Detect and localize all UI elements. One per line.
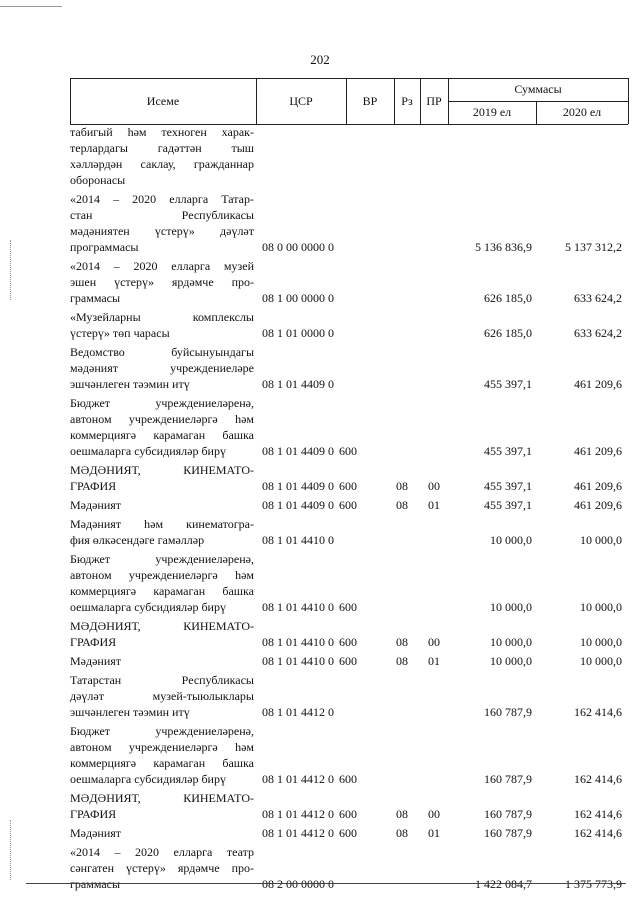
row-csr: 08 1 01 4410 0 <box>262 533 334 547</box>
row-name-line: дәүләт музей-тыюлыклары <box>70 689 254 703</box>
table-row <box>70 497 628 513</box>
row-name-line: мәдәният учреждениеләре <box>70 361 254 375</box>
table-row <box>70 344 628 392</box>
row-csr: 08 1 01 4412 0 <box>262 826 334 840</box>
row-sum-2019: 160 787,9 <box>484 705 532 719</box>
row-sum-2019: 455 397,1 <box>484 498 532 512</box>
row-name-line: оборонасы <box>70 173 126 187</box>
row-name <box>70 723 254 787</box>
row-name-line: «Музейларны комплекслы <box>70 310 254 324</box>
page-number: 202 <box>310 52 330 67</box>
row-sum-2020: 10 000,0 <box>580 635 622 649</box>
row-name-line: коммерциягә карамаган башка <box>70 428 254 442</box>
row-name-line: стан Республикасы <box>70 208 254 222</box>
row-csr: 08 2 00 0000 0 <box>262 877 334 891</box>
row-sum-2020: 10 000,0 <box>580 654 622 668</box>
row-name-line: оешмаларга субсидияләр бирү <box>70 600 226 614</box>
row-pr: 00 <box>428 807 440 821</box>
table-row <box>70 462 628 494</box>
row-name-line: ГРАФИЯ <box>70 635 117 649</box>
table-row <box>70 395 628 459</box>
row-name-line: оешмаларга субсидияләр бирү <box>70 444 226 458</box>
row-rz: 08 <box>396 479 408 493</box>
row-sum-2020: 162 414,6 <box>574 807 622 821</box>
row-pr: 00 <box>428 635 440 649</box>
row-name-line: автоном учреждениеләргә һәм <box>70 412 254 426</box>
row-name-line: граммасы <box>70 877 121 891</box>
row-sum-2019: 455 397,1 <box>484 377 532 391</box>
table-row <box>70 258 628 306</box>
row-vr: 600 <box>339 772 357 786</box>
row-sum-2020: 162 414,6 <box>574 772 622 786</box>
row-sum-2020: 461 209,6 <box>574 377 622 391</box>
row-name-line: табигый һәм техноген харак- <box>70 125 254 139</box>
row-sum-2020: 1 375 773,9 <box>565 877 622 891</box>
table-body <box>70 124 628 895</box>
row-name <box>70 309 254 341</box>
row-name-line: Бюджет учреждениеләренә, <box>70 396 254 410</box>
row-sum-2019: 10 000,0 <box>490 654 532 668</box>
row-name <box>70 344 254 392</box>
row-csr: 08 1 01 4410 0 <box>262 600 334 614</box>
row-vr: 600 <box>339 600 357 614</box>
row-csr: 08 1 01 0000 0 <box>262 326 334 340</box>
row-sum-2019: 10 000,0 <box>490 600 532 614</box>
header-2020: 2020 ел <box>562 105 602 119</box>
row-name-line: Бюджет учреждениеләренә, <box>70 724 254 738</box>
table-row <box>70 723 628 787</box>
row-sum-2019: 160 787,9 <box>484 826 532 840</box>
row-vr: 600 <box>339 479 357 493</box>
bottom-rule <box>26 883 626 884</box>
row-csr: 08 1 01 4410 0 <box>262 654 334 668</box>
row-sum-2019: 455 397,1 <box>484 444 532 458</box>
header-sums: Суммасы <box>514 82 562 96</box>
table-row <box>70 309 628 341</box>
top-rule <box>0 6 62 7</box>
row-vr: 600 <box>339 826 357 840</box>
row-vr: 600 <box>339 444 357 458</box>
row-name-line: хәлләрдән саклау, гражданнар <box>70 157 254 171</box>
row-name-line: Мәдәният <box>70 498 122 512</box>
row-sum-2020: 162 414,6 <box>574 826 622 840</box>
table-row <box>70 790 628 822</box>
row-rz: 08 <box>396 826 408 840</box>
row-sum-2019: 10 000,0 <box>490 635 532 649</box>
header-pr: ПР <box>426 93 442 108</box>
row-sum-2020: 461 209,6 <box>574 479 622 493</box>
table-row <box>70 124 628 188</box>
row-pr: 00 <box>428 479 440 493</box>
row-csr: 08 1 00 0000 0 <box>262 291 334 305</box>
row-name-line: Ведомство буйсынуындагы <box>70 345 254 359</box>
table-row <box>70 844 628 892</box>
row-name <box>70 618 254 650</box>
row-name-line: Мәдәният <box>70 654 122 668</box>
row-pr: 01 <box>428 654 440 668</box>
table-row <box>70 191 628 255</box>
row-name <box>70 462 254 494</box>
row-name <box>70 191 254 255</box>
header-rz: Рз <box>401 93 413 108</box>
table-row <box>70 618 628 650</box>
row-csr: 08 1 01 4409 0 <box>262 444 334 458</box>
row-pr: 01 <box>428 498 440 512</box>
row-csr: 08 1 01 4410 0 <box>262 635 334 649</box>
row-sum-2020: 633 624,2 <box>574 326 622 340</box>
row-name-line: үстерү» төп чарасы <box>70 326 170 340</box>
row-name-line: Мәдәният һәм кинематогра- <box>70 517 254 531</box>
table-row <box>70 516 628 548</box>
row-vr: 600 <box>339 807 357 821</box>
row-name <box>70 653 254 669</box>
row-name-line: МӘДӘНИЯТ, КИНЕМАТО- <box>70 791 254 805</box>
row-name-line: терлардагы гадәттән тыш <box>70 141 254 155</box>
row-name-line: граммасы <box>70 291 121 305</box>
row-sum-2019: 160 787,9 <box>484 807 532 821</box>
binding-mark <box>10 240 11 300</box>
row-name-line: эшчәнлеген тәэмин итү <box>70 705 190 719</box>
row-name-line: коммерциягә карамаган башка <box>70 584 254 598</box>
table-row <box>70 653 628 669</box>
row-name-line: фия өлкәсендәге гамәлләр <box>70 533 205 547</box>
row-pr: 01 <box>428 826 440 840</box>
row-csr: 08 1 01 4412 0 <box>262 705 334 719</box>
row-name-line: коммерциягә карамаган башка <box>70 756 254 770</box>
row-name-line: «2014 – 2020 елларга музей <box>70 259 254 273</box>
row-csr: 08 1 01 4412 0 <box>262 772 334 786</box>
row-vr: 600 <box>339 654 357 668</box>
row-sum-2019: 160 787,9 <box>484 772 532 786</box>
row-sum-2019: 5 136 836,9 <box>475 240 532 254</box>
row-sum-2019: 455 397,1 <box>484 479 532 493</box>
row-name <box>70 395 254 459</box>
row-rz: 08 <box>396 498 408 512</box>
row-vr: 600 <box>339 635 357 649</box>
row-name-line: эшчәнлеген тәэмин итү <box>70 377 190 391</box>
row-csr: 08 1 01 4412 0 <box>262 807 334 821</box>
row-name-line: ГРАФИЯ <box>70 479 117 493</box>
table-row <box>70 551 628 615</box>
row-sum-2020: 461 209,6 <box>574 498 622 512</box>
row-sum-2020: 5 137 312,2 <box>565 240 622 254</box>
row-name-line: Татарстан Республикасы <box>70 673 254 687</box>
row-name-line: Мәдәният <box>70 826 122 840</box>
row-sum-2020: 10 000,0 <box>580 600 622 614</box>
row-name-line: «2014 – 2020 елларга театр <box>70 845 254 859</box>
row-sum-2020: 633 624,2 <box>574 291 622 305</box>
binding-mark <box>10 820 11 880</box>
row-sum-2020: 162 414,6 <box>574 705 622 719</box>
header-name: Исеме <box>146 93 180 108</box>
row-name <box>70 825 254 841</box>
row-sum-2020: 461 209,6 <box>574 444 622 458</box>
row-name <box>70 551 254 615</box>
row-csr: 08 0 00 0000 0 <box>262 240 334 254</box>
row-name <box>70 497 254 513</box>
row-name-line: ГРАФИЯ <box>70 807 117 821</box>
row-name-line: мәдәниятен үстерү» дәүләт <box>70 224 254 238</box>
row-name-line: автоном учреждениеләргә һәм <box>70 568 254 582</box>
table-header <box>70 78 628 124</box>
row-name-line: МӘДӘНИЯТ, КИНЕМАТО- <box>70 619 254 633</box>
table-row <box>70 825 628 841</box>
row-name-line: программасы <box>70 240 139 254</box>
header-csr: ЦСР <box>289 93 313 108</box>
row-name-line: эшен үстерү» ярдәмче про- <box>70 275 254 289</box>
row-name-line: сәнгатен үстерү» ярдәмче про- <box>70 861 254 875</box>
header-2019: 2019 ел <box>472 105 512 119</box>
row-sum-2019: 10 000,0 <box>490 533 532 547</box>
row-rz: 08 <box>396 654 408 668</box>
row-sum-2019: 626 185,0 <box>484 291 532 305</box>
row-rz: 08 <box>396 635 408 649</box>
row-csr: 08 1 01 4409 0 <box>262 479 334 493</box>
row-name-line: «2014 – 2020 елларга Татар- <box>70 192 254 206</box>
row-sum-2020: 10 000,0 <box>580 533 622 547</box>
row-name-line: оешмаларга субсидияләр бирү <box>70 772 226 786</box>
row-name <box>70 258 254 306</box>
row-name <box>70 844 254 892</box>
row-name-line: Бюджет учреждениеләренә, <box>70 552 254 566</box>
row-name <box>70 672 254 720</box>
row-sum-2019: 626 185,0 <box>484 326 532 340</box>
row-name <box>70 124 254 188</box>
row-name <box>70 516 254 548</box>
header-vr: ВР <box>362 93 378 108</box>
row-name-line: МӘДӘНИЯТ, КИНЕМАТО- <box>70 463 254 477</box>
table-row <box>70 672 628 720</box>
row-sum-2019: 1 422 084,7 <box>475 877 532 891</box>
row-rz: 08 <box>396 807 408 821</box>
row-name <box>70 790 254 822</box>
row-vr: 600 <box>339 498 357 512</box>
row-name-line: автоном учреждениеләргә һәм <box>70 740 254 754</box>
row-csr: 08 1 01 4409 0 <box>262 498 334 512</box>
row-csr: 08 1 01 4409 0 <box>262 377 334 391</box>
